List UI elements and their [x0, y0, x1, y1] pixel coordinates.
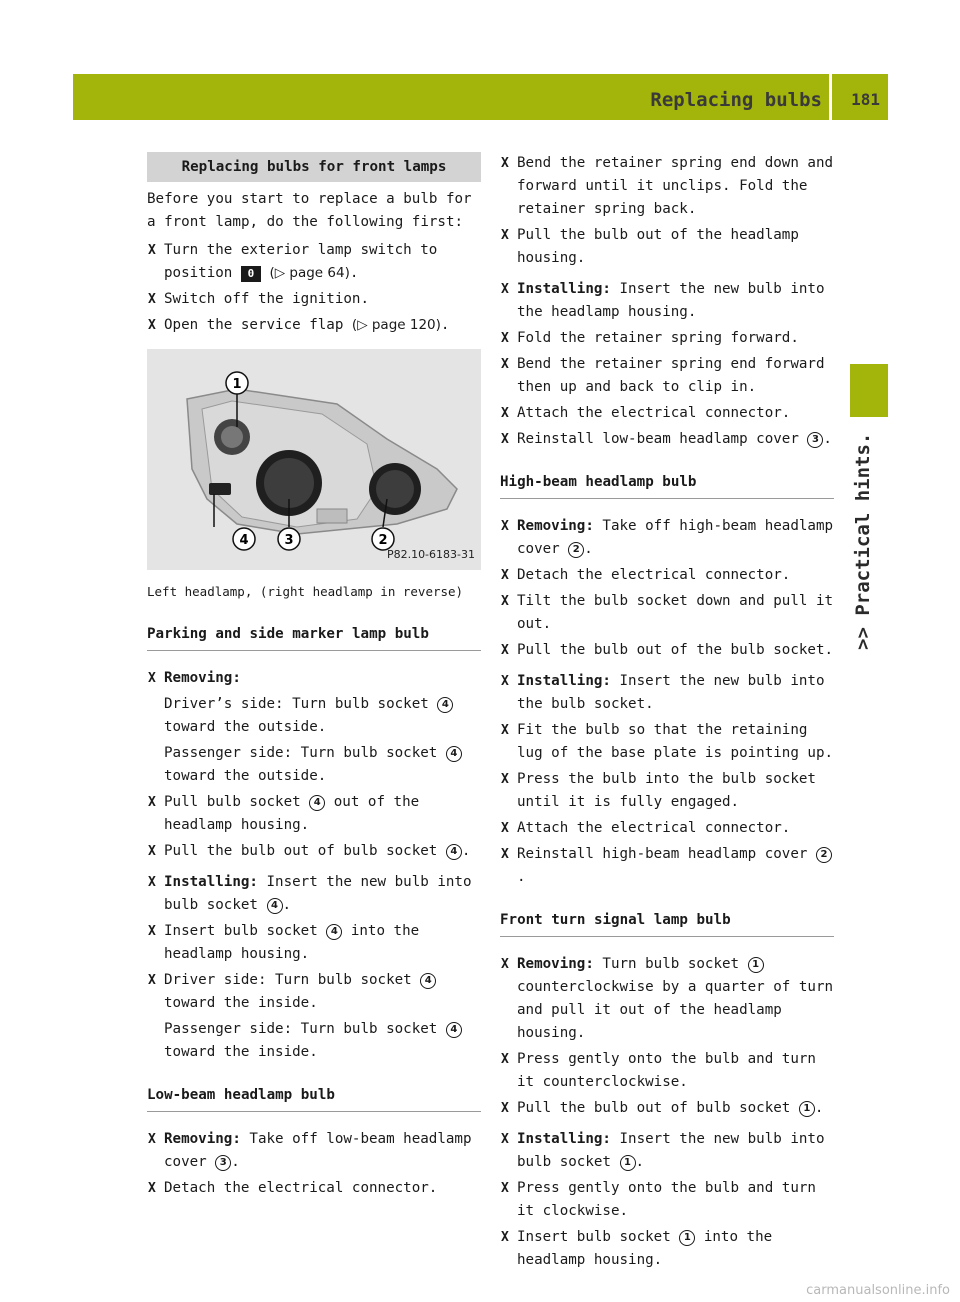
step: X Pull the bulb out of the bulb socket. [500, 639, 834, 662]
step: X Reinstall low-beam headlamp cover 3 . [500, 428, 834, 451]
step: X Pull the bulb out of bulb socket 1 . [500, 1097, 834, 1120]
step-arrow-icon: X [148, 318, 156, 333]
step: X Driver side: Turn bulb socket 4 toward the inside. [147, 969, 481, 1015]
callout-1-label: 1 [232, 377, 242, 392]
step-arrow-icon: X [501, 282, 509, 297]
step: X Removing: Turn bulb socket 1 counterclockwise by a quarter of turn and pull it out of the headlamp housing. [500, 953, 834, 1045]
step-arrow-icon: X [501, 156, 509, 171]
callout-4-icon: 4 [309, 795, 325, 811]
step-arrow-icon: X [148, 243, 156, 258]
step-arrow-icon: X [148, 924, 156, 939]
step: X Attach the electrical connector. [500, 817, 834, 840]
callout-4-icon: 4 [267, 898, 283, 914]
step-arrow-icon: X [148, 1181, 156, 1196]
page-title: Replacing bulbs [650, 89, 822, 111]
callout-4-icon: 4 [446, 746, 462, 762]
step: X Pull the bulb out of the headlamp housing. [500, 224, 834, 270]
step-arrow-icon: X [501, 406, 509, 421]
parking-heading: Parking and side marker lamp bulb [147, 623, 481, 651]
step-arrow-icon: X [148, 1132, 156, 1147]
step: X Removing: [147, 667, 481, 690]
step-arrow-icon: X [501, 821, 509, 836]
step: X Fold the retainer spring forward. [500, 327, 834, 350]
step-arrow-icon: X [501, 847, 509, 862]
callout-4-icon: 4 [446, 844, 462, 860]
step: X Attach the electrical connector. [500, 402, 834, 425]
step-arrow-icon: X [501, 643, 509, 658]
step-arrow-icon: X [501, 674, 509, 689]
callout-2-icon: 2 [568, 542, 584, 558]
callout-4-label: 4 [239, 533, 249, 548]
callout-2-label: 2 [378, 533, 388, 548]
step-arrow-icon: X [501, 568, 509, 583]
step-cont: Driver’s side: Turn bulb socket 4 toward the outside. [147, 693, 481, 739]
headlamp-figure [147, 349, 481, 570]
watermark: carmanualsonline.info [806, 1283, 950, 1298]
step-arrow-icon: X [148, 875, 156, 890]
step: X Insert bulb socket 1 into the headlamp housing. [500, 1226, 834, 1272]
step: X Pull the bulb out of bulb socket 4 . [147, 840, 481, 863]
step-arrow-icon: X [148, 844, 156, 859]
chapter-label: >> Practical hints. [852, 432, 874, 650]
chapter-tab [850, 364, 888, 417]
step: X Press gently onto the bulb and turn it counterclockwise. [500, 1048, 834, 1094]
step: X Reinstall high-beam headlamp cover 2. [500, 843, 834, 889]
callout-3-icon: 3 [807, 432, 823, 448]
step-arrow-icon: X [501, 432, 509, 447]
step-arrow-icon: X [148, 795, 156, 810]
step: X Installing: Insert the new bulb into the headlamp housing. [500, 278, 834, 324]
page-ref-link[interactable]: (▷ page 120) [351, 317, 441, 333]
step-cont: Passenger side: Turn bulb socket 4 toward the outside. [147, 742, 481, 788]
callout-1-icon: 1 [679, 1230, 695, 1246]
step: X Fit the bulb so that the retaining lug of the base plate is pointing up. [500, 719, 834, 765]
step: X Installing: Insert the new bulb into bulb socket 1 . [500, 1128, 834, 1174]
header-separator [829, 74, 832, 120]
step: X Removing: Take off high-beam headlamp cover 2 . [500, 515, 834, 561]
step-arrow-icon: X [501, 723, 509, 738]
switch-position-icon: 0 [241, 266, 261, 282]
callout-1-icon: 1 [748, 957, 764, 973]
step: X Detach the electrical connector. [147, 1177, 481, 1200]
step-arrow-icon: X [501, 1052, 509, 1067]
page-ref-link[interactable]: (▷ page 64) [269, 265, 350, 281]
step: X Installing: Insert the new bulb into bulb socket 4 . [147, 871, 481, 917]
step-arrow-icon: X [501, 957, 509, 972]
step-arrow-icon: X [501, 228, 509, 243]
prep-step: X Open the service flap (▷ page 120). [147, 314, 481, 337]
step: X Press the bulb into the bulb socket until it is fully engaged. [500, 768, 834, 814]
intro-text: Before you start to replace a bulb for a front lamp, do the following first: [147, 191, 472, 230]
step-arrow-icon: X [148, 292, 156, 307]
figure-code: P82.10-6183-31 [386, 548, 475, 561]
step-arrow-icon: X [501, 594, 509, 609]
step-arrow-icon: X [148, 973, 156, 988]
callout-1-icon: 1 [799, 1101, 815, 1117]
step: X Bend the retainer spring end forward then up and back to clip in. [500, 353, 834, 399]
step: X Tilt the bulb socket down and pull it out. [500, 590, 834, 636]
lowbeam-heading: Low-beam headlamp bulb [147, 1084, 481, 1112]
step-cont: Passenger side: Turn bulb socket 4 toward the inside. [147, 1018, 481, 1064]
highbeam-heading: High-beam headlamp bulb [500, 471, 834, 499]
figure-caption: Left headlamp, (right headlamp in reverse) [147, 584, 464, 599]
step-arrow-icon: X [501, 1230, 509, 1245]
step-arrow-icon: X [501, 331, 509, 346]
prep-step: X Switch off the ignition. [147, 288, 481, 311]
page-number: 181 [851, 90, 880, 109]
step: X Bend the retainer spring end down and forward until it unclips. Fold the retainer spring back. [500, 152, 834, 221]
callout-2-icon: 2 [816, 847, 832, 863]
step: X Press gently onto the bulb and turn it clockwise. [500, 1177, 834, 1223]
step: X Detach the electrical connector. [500, 564, 834, 587]
callout-3-icon: 3 [215, 1155, 231, 1171]
step-arrow-icon: X [148, 671, 156, 686]
step-arrow-icon: X [501, 772, 509, 787]
step: X Pull bulb socket 4 out of the headlamp housing. [147, 791, 481, 837]
step: X Removing: Take off low-beam headlamp cover 3 . [147, 1128, 481, 1174]
page-header-bar [73, 74, 888, 120]
callout-1-icon: 1 [620, 1155, 636, 1171]
step-arrow-icon: X [501, 357, 509, 372]
left-column [147, 152, 481, 1203]
section-title: Replacing bulbs for front lamps [147, 152, 481, 182]
turn-signal-heading: Front turn signal lamp bulb [500, 909, 834, 937]
callout-4-icon: 4 [326, 924, 342, 940]
right-column [500, 152, 834, 1275]
step-arrow-icon: X [501, 1101, 509, 1116]
callout-3-label: 3 [284, 533, 294, 548]
step-arrow-icon: X [501, 1132, 509, 1147]
callout-4-icon: 4 [420, 973, 436, 989]
callout-4-icon: 4 [446, 1022, 462, 1038]
step-arrow-icon: X [501, 1181, 509, 1196]
step-arrow-icon: X [501, 519, 509, 534]
prep-step: X Turn the exterior lamp switch to position 0 (▷ page 64). [147, 239, 481, 285]
headlamp-illustration [147, 349, 481, 570]
step: X Installing: Insert the new bulb into the bulb socket. [500, 670, 834, 716]
callout-4-icon: 4 [437, 697, 453, 713]
step: X Insert bulb socket 4 into the headlamp housing. [147, 920, 481, 966]
